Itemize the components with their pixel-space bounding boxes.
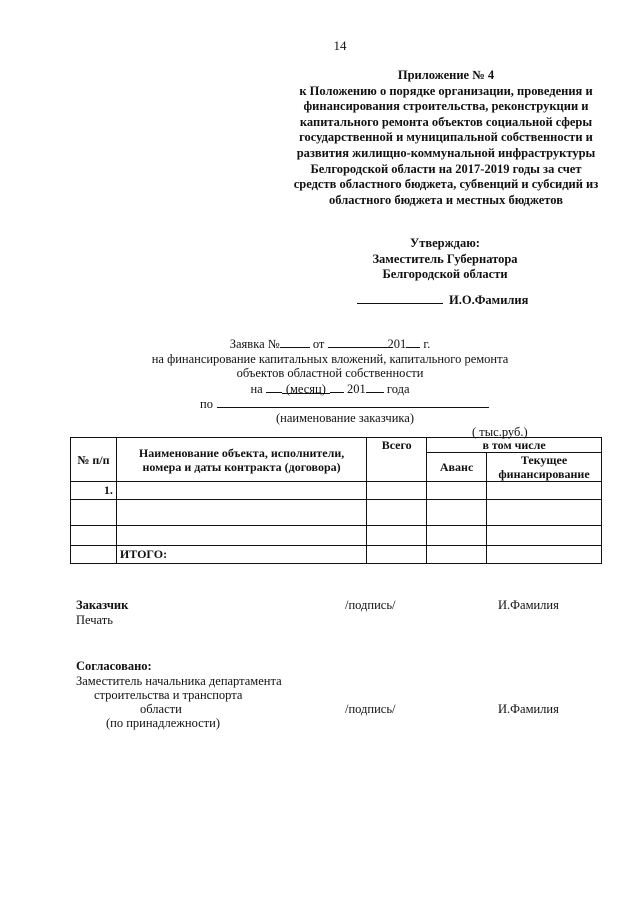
cell-num[interactable]: 1. — [71, 482, 117, 500]
request-year-suffix: г. — [423, 337, 431, 351]
cell-num — [71, 546, 117, 564]
signature-blank[interactable] — [357, 292, 443, 304]
cell-advance[interactable] — [427, 546, 487, 564]
cell-advance[interactable] — [427, 500, 487, 526]
approval-signature — [357, 292, 528, 308]
request-date-blank[interactable] — [328, 336, 388, 348]
agreed-signature: /подпись/ — [345, 702, 396, 716]
request-year-blank[interactable] — [406, 336, 420, 348]
period-day-blank[interactable] — [266, 381, 282, 393]
cell-advance[interactable] — [427, 526, 487, 546]
agreed-name: И.Фамилия — [498, 702, 559, 716]
appendix-line: финансирования строительства, реконструкции и — [303, 99, 589, 114]
appendix-line: к Положению о порядке организации, проведения и — [299, 83, 593, 98]
approval-line: Заместитель Губернатора — [372, 251, 518, 266]
appendix-line: государственной и муниципальной собственности и — [299, 130, 593, 145]
header-current: Текущее финансирование — [487, 453, 602, 482]
cell-current[interactable] — [487, 500, 602, 526]
appendix-line: областного бюджета и местных бюджетов — [329, 192, 563, 207]
request-period-line — [120, 381, 540, 397]
period-year-word: года — [386, 381, 410, 396]
cell-advance[interactable] — [427, 482, 487, 500]
table-row — [71, 500, 602, 526]
cell-num[interactable] — [71, 500, 117, 526]
cell-name[interactable] — [116, 500, 366, 526]
agreed-title: Согласовано: — [76, 659, 152, 673]
request-on: на — [250, 381, 263, 396]
request-year-prefix: 201 — [387, 337, 407, 351]
table-total-row — [71, 546, 602, 564]
agreed-line: Заместитель начальника департамента — [76, 674, 282, 688]
page-number: 14 — [333, 38, 347, 53]
approval-line: Белгородской области — [382, 267, 508, 282]
cell-num[interactable] — [71, 526, 117, 546]
cell-name[interactable] — [116, 526, 366, 546]
table-row — [71, 482, 602, 500]
customer-stamp: Печать — [76, 613, 113, 627]
period-month-blank[interactable] — [330, 381, 344, 393]
request-line-3: объектов областной собственности — [236, 366, 424, 381]
customer-name: И.Фамилия — [498, 598, 559, 612]
request-title-line — [120, 336, 540, 352]
appendix-line: средств областного бюджета, субвенций и субсидий из — [293, 177, 599, 192]
request-label: Заявка № — [229, 337, 280, 351]
request-block — [120, 336, 540, 396]
approval-line: Утверждаю: — [410, 236, 480, 250]
cell-total[interactable] — [367, 546, 427, 564]
approval-block — [330, 236, 560, 283]
customer-name-blank[interactable] — [217, 396, 489, 408]
header-num: № п/п — [71, 438, 117, 482]
appendix-header — [260, 68, 632, 208]
request-number-blank[interactable] — [280, 336, 310, 348]
approval-signature-name: И.О.Фамилия — [449, 293, 529, 307]
header-total: Всего — [367, 438, 427, 482]
request-line-2: на финансирование капитальных вложений, капитального ремонта — [151, 351, 509, 366]
cell-name[interactable] — [116, 482, 366, 500]
header-advance: Аванс — [427, 453, 487, 482]
cell-total[interactable] — [367, 526, 427, 546]
units-label: ( тыс.руб.) — [472, 425, 528, 439]
customer-caption: (наименование заказчика) — [275, 411, 414, 425]
period-year-blank[interactable] — [366, 381, 384, 393]
cell-current[interactable] — [487, 546, 602, 564]
customer-title: Заказчик — [76, 598, 129, 612]
header-including: в том числе — [427, 438, 602, 453]
appendix-line: капитального ремонта объектов социальной сферы — [299, 114, 593, 129]
request-from: от — [312, 337, 325, 351]
period-month[interactable]: (месяц) — [282, 382, 330, 394]
cell-current[interactable] — [487, 482, 602, 500]
header-name: Наименование объекта, исполнители, номера и даты контракта (договора) — [116, 438, 366, 482]
financing-table — [70, 437, 602, 564]
customer-by: по — [200, 397, 213, 411]
appendix-line: развития жилищно-коммунальной инфраструктуры — [296, 145, 596, 160]
cell-current[interactable] — [487, 526, 602, 546]
total-label: ИТОГО: — [116, 546, 366, 564]
table-header-row — [71, 438, 602, 453]
appendix-title: Приложение № 4 — [397, 68, 495, 82]
customer-signature: /подпись/ — [345, 598, 396, 612]
agreed-line: области — [140, 702, 182, 716]
appendix-line: Белгородской области на 2017-2019 годы за счет — [310, 161, 582, 176]
table-row — [71, 526, 602, 546]
agreed-line: (по принадлежности) — [106, 716, 220, 730]
cell-total[interactable] — [367, 482, 427, 500]
customer-line — [200, 396, 489, 412]
period-year: 201 — [347, 381, 366, 396]
agreed-line: строительства и транспорта — [94, 688, 243, 702]
cell-total[interactable] — [367, 500, 427, 526]
